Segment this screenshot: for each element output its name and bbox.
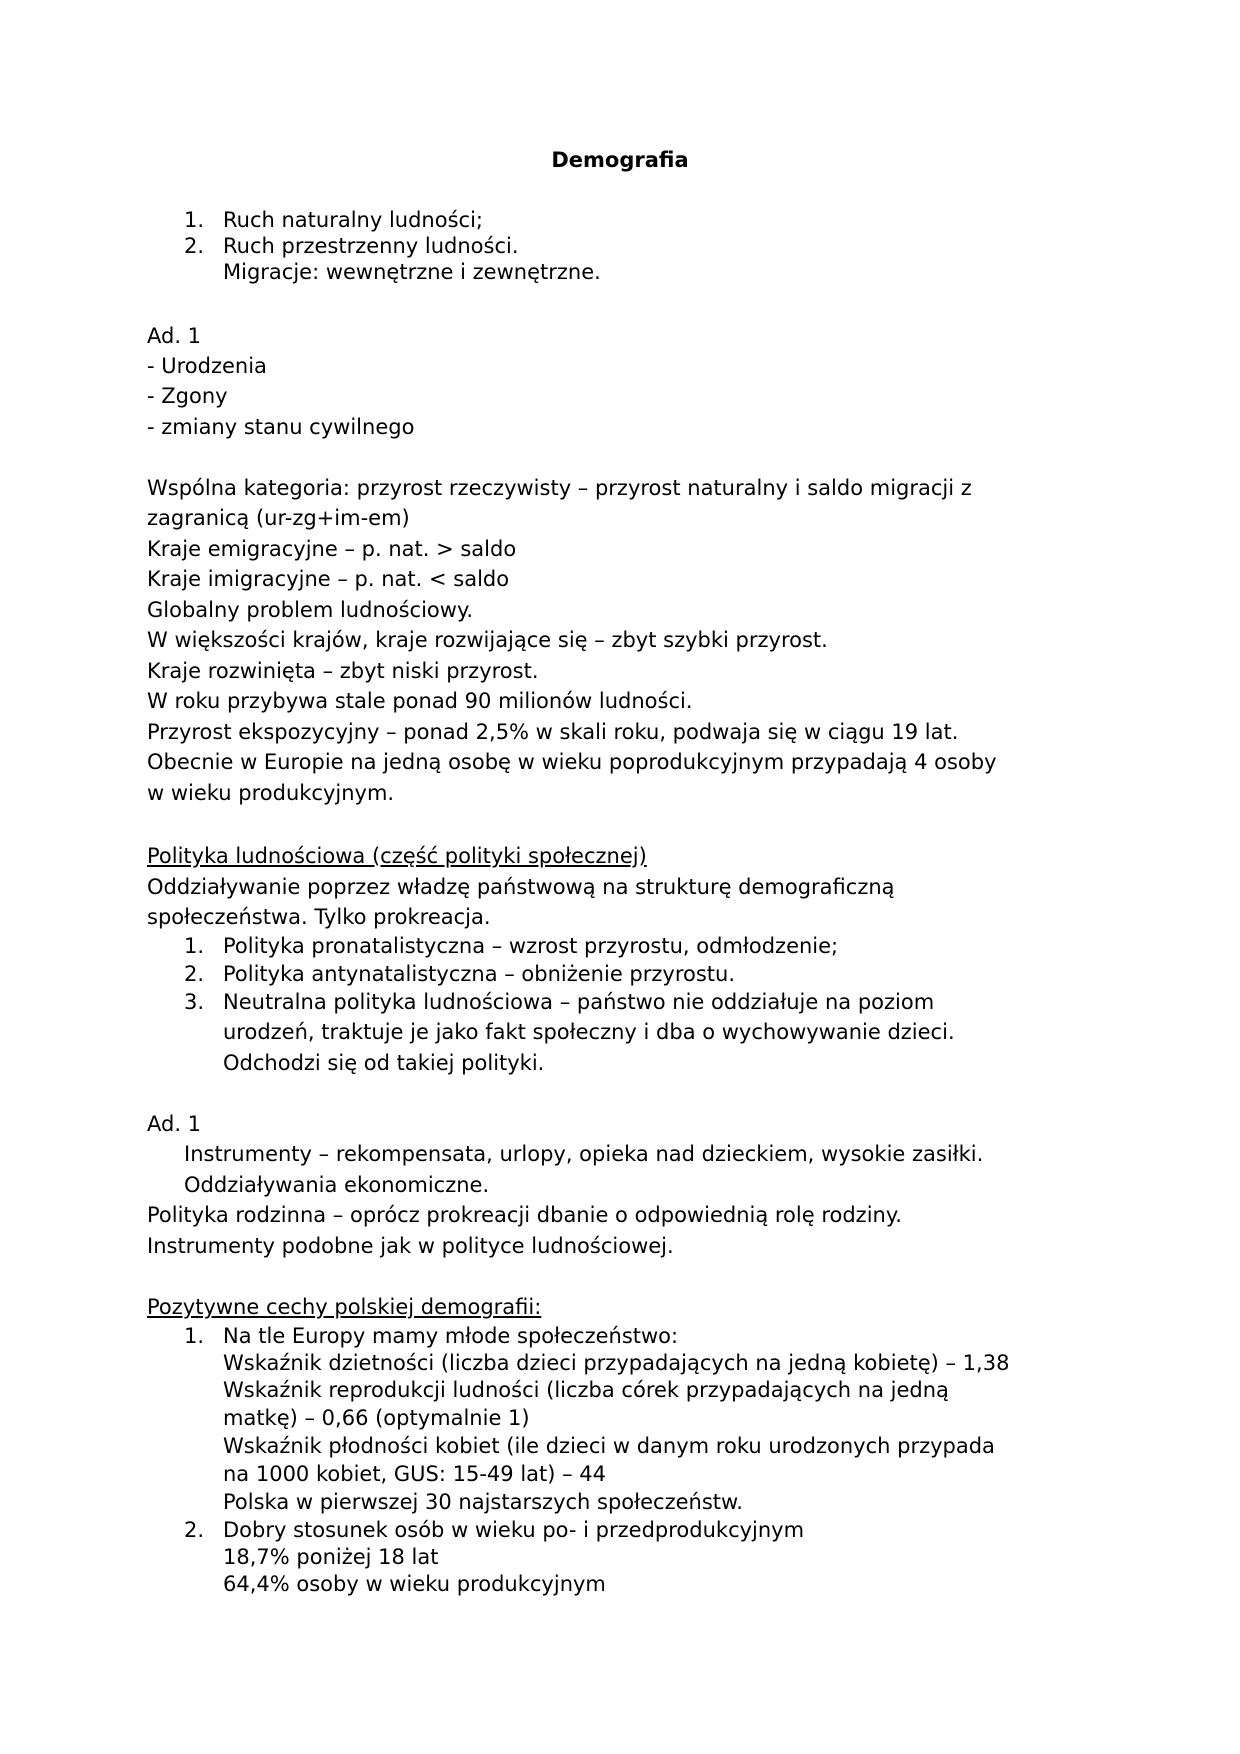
list-number: 1.: [184, 1324, 205, 1348]
text-line: Polityka rodzinna – oprócz prokreacji dbanie o odpowiednią rolę rodziny.: [147, 1203, 902, 1227]
dash-item: - Urodzenia: [147, 354, 267, 378]
text-line: W większości krajów, kraje rozwijające się – zbyt szybki przyrost.: [147, 628, 828, 652]
ad-label: Ad. 1: [147, 324, 202, 348]
list-number: 1.: [184, 208, 205, 232]
list-item: Ruch naturalny ludności;: [223, 208, 483, 232]
text-line: W roku przybywa stale ponad 90 milionów ludności.: [147, 689, 693, 713]
text-line: Globalny problem ludnościowy.: [147, 598, 474, 622]
list-item-continuation: 64,4% osoby w wieku produkcyjnym: [223, 1572, 606, 1596]
section-heading: Polityka ludnościowa (część polityki społecznej): [147, 844, 647, 868]
list-item: Polityka antynatalistyczna – obniżenie przyrostu.: [223, 962, 736, 986]
text-line: Oddziaływanie poprzez władzę państwową na strukturę demograficzną: [147, 875, 895, 899]
text-line: Kraje imigracyjne – p. nat. < saldo: [147, 567, 510, 591]
text-line: społeczeństwa. Tylko prokreacja.: [147, 905, 491, 929]
text-line: Wspólna kategoria: przyrost rzeczywisty – przyrost naturalny i saldo migracji z: [147, 476, 972, 500]
text-line: Kraje emigracyjne – p. nat. > saldo: [147, 537, 517, 561]
list-item-continuation: Polska w pierwszej 30 najstarszych społeczeństw.: [223, 1490, 743, 1514]
indented-line: Instrumenty – rekompensata, urlopy, opieka nad dzieckiem, wysokie zasiłki.: [184, 1142, 984, 1166]
indented-line: Oddziaływania ekonomiczne.: [184, 1173, 490, 1197]
text-line: Instrumenty podobne jak w polityce ludnościowej.: [147, 1234, 674, 1258]
list-number: 2.: [184, 962, 205, 986]
list-number: 3.: [184, 990, 205, 1014]
list-item: Ruch przestrzenny ludności.: [223, 234, 519, 258]
list-item-continuation: urodzeń, traktuje je jako fakt społeczny i dba o wychowywanie dzieci.: [223, 1020, 955, 1044]
text-line: Kraje rozwinięta – zbyt niski przyrost.: [147, 659, 539, 683]
list-item: Dobry stosunek osób w wieku po- i przedprodukcyjnym: [223, 1518, 805, 1542]
list-item-continuation: Wskaźnik reprodukcji ludności (liczba córek przypadających na jedną: [223, 1378, 949, 1402]
list-number: 2.: [184, 1518, 205, 1542]
ad-label: Ad. 1: [147, 1112, 202, 1136]
list-item: Na tle Europy mamy młode społeczeństwo:: [223, 1324, 679, 1348]
list-item-continuation: Migracje: wewnętrzne i zewnętrzne.: [223, 260, 601, 284]
list-item-continuation: 18,7% poniżej 18 lat: [223, 1545, 439, 1569]
text-line: w wieku produkcyjnym.: [147, 781, 395, 805]
list-item-continuation: Odchodzi się od takiej polityki.: [223, 1051, 545, 1075]
text-line: Obecnie w Europie na jedną osobę w wieku poprodukcyjnym przypadają 4 osoby: [147, 750, 997, 774]
list-item-continuation: Wskaźnik płodności kobiet (ile dzieci w danym roku urodzonych przypada: [223, 1434, 995, 1458]
list-number: 2.: [184, 234, 205, 258]
list-item-continuation: matkę) – 0,66 (optymalnie 1): [223, 1406, 530, 1430]
text-line: zagranicą (ur-zg+im-em): [147, 506, 410, 530]
page-title: Demografia: [551, 148, 689, 172]
list-item: Polityka pronatalistyczna – wzrost przyrostu, odmłodzenie;: [223, 934, 839, 958]
list-item-continuation: Wskaźnik dzietności (liczba dzieci przypadających na jedną kobietę) – 1,38: [223, 1351, 1010, 1375]
list-item: Neutralna polityka ludnościowa – państwo nie oddziałuje na poziom: [223, 990, 935, 1014]
dash-item: - zmiany stanu cywilnego: [147, 415, 415, 439]
list-item-continuation: na 1000 kobiet, GUS: 15-49 lat) – 44: [223, 1462, 607, 1486]
section-heading: Pozytywne cechy polskiej demografii:: [147, 1295, 542, 1319]
dash-item: - Zgony: [147, 384, 228, 408]
text-line: Przyrost ekspozycyjny – ponad 2,5% w skali roku, podwaja się w ciągu 19 lat.: [147, 720, 959, 744]
list-number: 1.: [184, 934, 205, 958]
